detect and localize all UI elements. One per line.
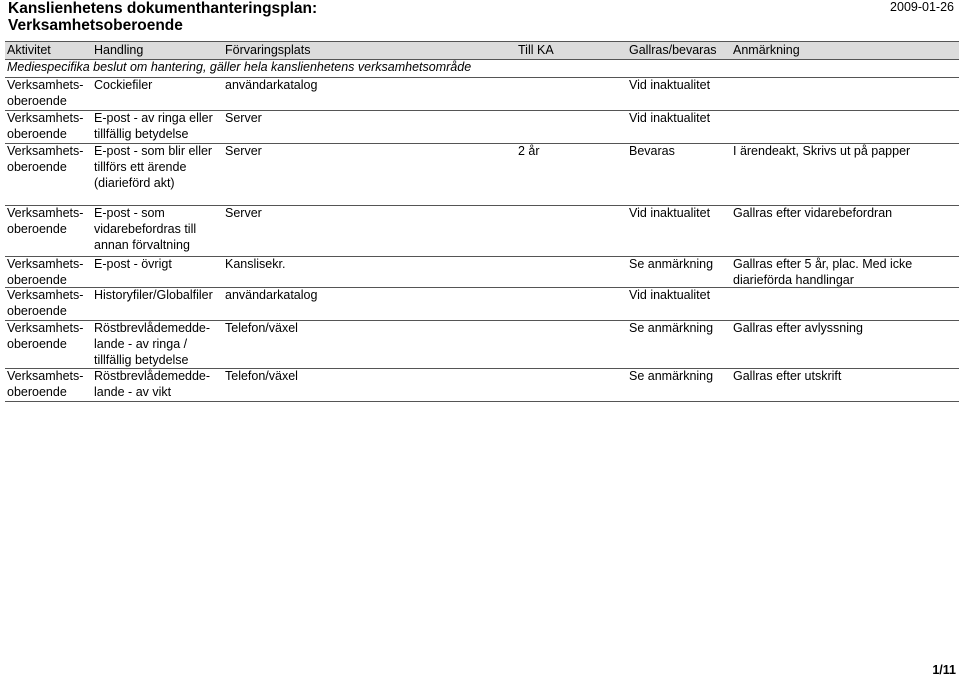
cell-aktivitet: Verksamhets- oberoende [7, 257, 84, 287]
cell-anmarkning: I ärendeakt, Skrivs ut på papper [733, 144, 911, 158]
column-header-aktivitet: Aktivitet [7, 43, 51, 57]
title-line-2: Verksamhetsoberoende [8, 17, 183, 34]
cell-aktivitet: Verksamhets- oberoende [7, 369, 84, 399]
column-header-forvaringsplats: Förvaringsplats [225, 43, 311, 57]
page-number: 1/11 [932, 663, 956, 677]
cell-handling: Röstbrevlådemedde- lande - av ringa / tillfällig betydelse [94, 321, 211, 367]
table-header [5, 41, 959, 60]
cell-handling: E-post - övrigt [94, 257, 172, 271]
column-header-till-ka: Till KA [518, 43, 554, 57]
cell-gallras-bevaras: Vid inaktualitet [629, 288, 711, 302]
table-row [5, 288, 959, 321]
column-header-handling: Handling [94, 43, 144, 57]
table-row [5, 369, 959, 402]
document-date: 2009-01-26 [890, 0, 954, 14]
cell-anmarkning: Gallras efter 5 år, plac. Med icke diarieförda handlingar [733, 257, 913, 287]
cell-forvaringsplats: Telefon/växel [225, 321, 298, 335]
cell-aktivitet: Verksamhets- oberoende [7, 288, 84, 318]
table-row [5, 144, 959, 206]
cell-handling: Cockiefiler [94, 78, 153, 92]
cell-gallras-bevaras: Se anmärkning [629, 321, 714, 335]
retention-table [5, 41, 959, 402]
cell-gallras-bevaras: Bevaras [629, 144, 675, 158]
cell-forvaringsplats: Kanslisekr. [225, 257, 286, 271]
cell-anmarkning: Gallras efter vidarebefordran [733, 206, 893, 220]
cell-handling: E-post - som blir eller tillförs ett ärende (diarieförd akt) [94, 144, 213, 190]
cell-aktivitet: Verksamhets- oberoende [7, 78, 84, 108]
cell-handling: E-post - av ringa eller tillfällig betydelse [94, 111, 213, 141]
table-row [5, 111, 959, 144]
cell-aktivitet: Verksamhets- oberoende [7, 321, 84, 351]
cell-handling: E-post - som vidarebefordras till annan förvaltning [94, 206, 197, 252]
cell-handling: Historyfiler/Globalfiler [94, 288, 213, 302]
section-heading: Mediespecifika beslut om hantering, gäller hela kanslienhetens verksamhetsområde [5, 60, 959, 78]
cell-gallras-bevaras: Se anmärkning [629, 369, 714, 383]
cell-gallras-bevaras: Vid inaktualitet [629, 206, 711, 220]
cell-anmarkning: Gallras efter avlyssning [733, 321, 863, 335]
cell-forvaringsplats: Telefon/växel [225, 369, 298, 383]
column-header-anmarkning: Anmärkning [733, 43, 800, 57]
page-title [8, 0, 317, 34]
title-line-1: Kanslienhetens dokumenthanteringsplan: [8, 0, 318, 17]
cell-gallras-bevaras: Vid inaktualitet [629, 78, 711, 92]
table-row [5, 321, 959, 369]
column-header-gallras-bevaras: Gallras/bevaras [629, 43, 717, 57]
cell-gallras-bevaras: Vid inaktualitet [629, 111, 711, 125]
cell-gallras-bevaras: Se anmärkning [629, 257, 714, 271]
table-row [5, 206, 959, 257]
cell-anmarkning: Gallras efter utskrift [733, 369, 842, 383]
cell-till-ka: 2 år [518, 144, 540, 158]
cell-forvaringsplats: användarkatalog [225, 288, 318, 302]
cell-aktivitet: Verksamhets- oberoende [7, 206, 84, 236]
cell-aktivitet: Verksamhets- oberoende [7, 144, 84, 174]
table-row [5, 257, 959, 288]
cell-forvaringsplats: Server [225, 144, 262, 158]
cell-handling: Röstbrevlådemedde- lande - av vikt [94, 369, 211, 399]
table-row [5, 78, 959, 111]
cell-forvaringsplats: Server [225, 111, 262, 125]
cell-forvaringsplats: användarkatalog [225, 78, 318, 92]
cell-aktivitet: Verksamhets- oberoende [7, 111, 84, 141]
cell-forvaringsplats: Server [225, 206, 262, 220]
